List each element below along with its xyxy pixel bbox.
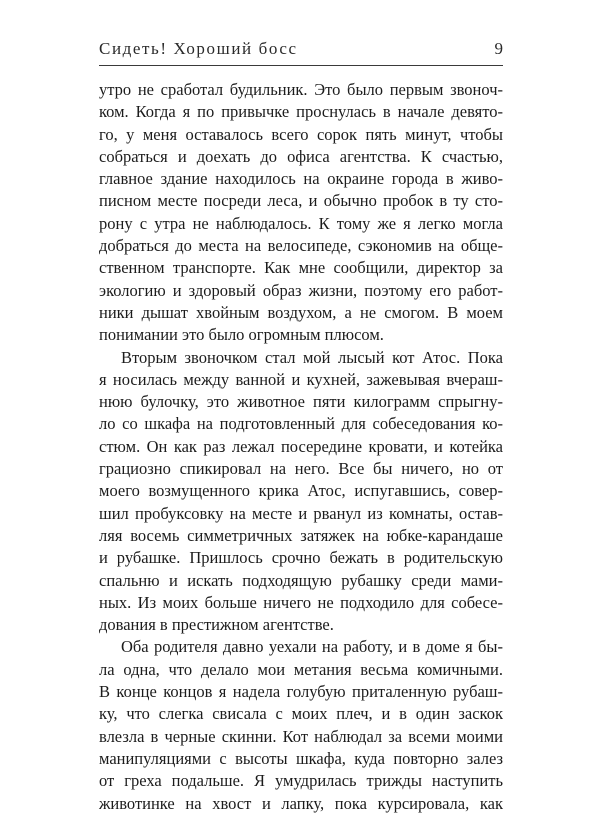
text-line: рону с утра не наблюдалось. К тому же я легко могла <box>99 213 503 233</box>
chapter-title: Сидеть! Хороший босс <box>99 39 298 58</box>
text-line: ло со шкафа на подготовленный для собеседования ко- <box>99 414 503 434</box>
running-header <box>99 38 503 60</box>
text-line: Оба родителя давно уехали на работу, и в доме я бы- <box>121 637 503 657</box>
text-line: писном месте посреди леса, и обычно пробок в ту сто- <box>99 191 503 211</box>
text-line: влезла в черные скинни. Кот наблюдал за всеми моими <box>99 726 503 746</box>
text-line: Вторым звоночком стал мой лысый кот Атос. Пока <box>121 347 503 367</box>
text-line: ственном транспорте. Как мне сообщили, директор за <box>99 258 503 278</box>
text-line: грациозно спикировал на него. Все бы ничего, но от <box>99 459 503 479</box>
text-line: нюю булочку, это животное пяти килограмм спрыгну- <box>99 392 503 412</box>
text-line: ла одна, что делало мои метания весьма комичными. <box>99 659 503 679</box>
text-line: го, у меня оставалось всего сорок пять минут, чтобы <box>99 124 503 144</box>
text-line: животинке на хвост и лапку, пока курсировала, как <box>99 793 503 813</box>
text-line: стюм. Он как раз лежал посередине кровати, и котейка <box>99 436 503 456</box>
text-line: ных. Из моих больше ничего не подходило для собесе- <box>99 592 503 612</box>
header-rule <box>99 65 503 66</box>
text-line: экологию и здоровый образ жизни, поэтому его работ- <box>99 280 503 300</box>
text-line: я носилась между ванной и кухней, зажевывая вчераш- <box>99 369 503 389</box>
text-line: от греха подальше. Я умудрилась трижды наступить <box>99 771 503 791</box>
text-line: шил пробуксовку на месте и рванул из комнаты, остав- <box>99 503 503 523</box>
text-line: ком. Когда я по привычке проснулась в начале девято- <box>99 102 503 122</box>
text-line: моего возмущенного крика Атос, испугавшись, совер- <box>99 481 503 501</box>
text-line: добраться до места на велосипеде, сэкономив на обще- <box>99 236 503 256</box>
text-line: В конце концов я надела голубую приталенную рубаш- <box>99 682 503 702</box>
text-line: ляя восемь симметричных затяжек на юбке-карандаше <box>99 525 503 545</box>
text-line: собраться и доехать до офиса агентства. К счастью, <box>99 146 503 166</box>
text-line: понимании это было огромным плюсом. <box>99 325 384 345</box>
text-line: главное здание находилось на окраине города в живо- <box>99 169 503 189</box>
page-number: 9 <box>494 39 503 58</box>
text-line: спальню и искать подходящую рубашку среди мами- <box>99 570 503 590</box>
body-text <box>99 79 503 815</box>
text-line: ку, что слегка свисала с моих плеч, и в один заскок <box>99 704 503 724</box>
text-line: и рубашке. Пришлось срочно бежать в родительскую <box>99 548 503 568</box>
text-line: дования в престижном агентстве. <box>99 615 334 635</box>
text-line: утро не сработал будильник. Это было первым звоноч- <box>99 80 503 99</box>
text-line: ники дышат хвойным воздухом, а не смогом. В моем <box>99 302 503 322</box>
text-line: манипуляциями с высоты шкафа, куда повторно залез <box>99 748 503 768</box>
